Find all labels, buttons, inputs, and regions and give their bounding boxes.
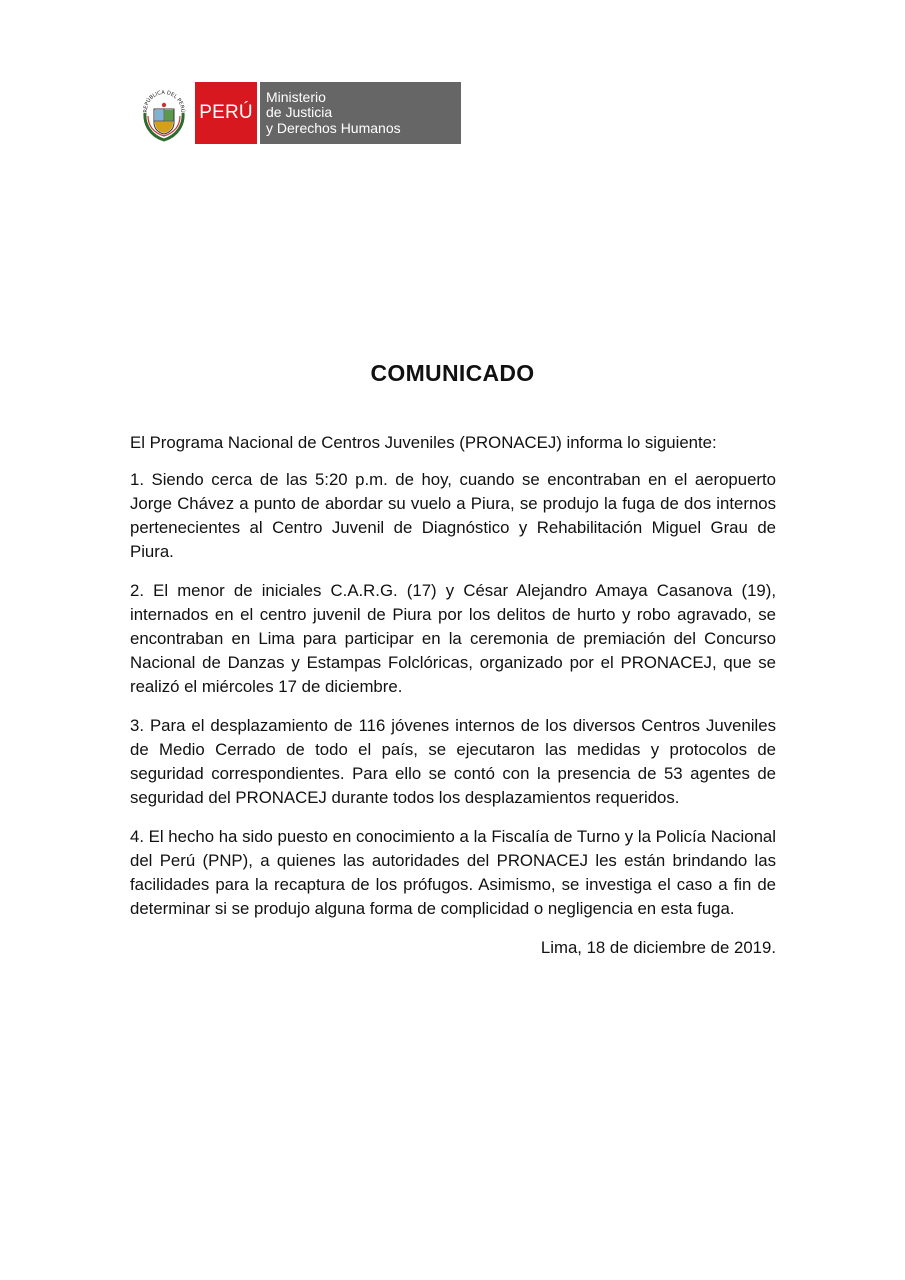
seal-lettering: REPÚBLICA DEL PERÚ [142,89,186,113]
ministry-line-2: de Justicia [266,104,333,121]
paragraph-2: 2. El menor de iniciales C.A.R.G. (17) y César Alejandro Amaya Casanova (19), internados en el centro juvenil de Piura por los delitos de hurto y robo agravado, se encontraban en Lima para participar en la ceremonia de premiación del Concurso Nacional de Danzas y Estampas Folclóricas, organizado por el PRONACEJ, que se realizó el miércoles 17 de diciembre. [130,581,776,696]
ministry-header [137,82,461,144]
peru-brand-label: PERÚ [195,82,257,144]
ministry-line-1: Ministerio [266,88,326,105]
coat-of-arms-seal [137,82,191,144]
paragraph-1: 1. Siendo cerca de las 5:20 p.m. de hoy, cuando se encontraban en el aeropuerto Jorge Chávez a punto de abordar su vuelo a Piura, se produjo la fuga de dos internos pertenecientes al Centro Juvenil de Diagnóstico y Rehabilitación Miguel Grau de Piura. [130,470,776,561]
date-line: Lima, 18 de diciembre de 2019. [540,938,776,957]
document-body [130,431,776,975]
paragraph-4: 4. El hecho ha sido puesto en conocimiento a la Fiscalía de Turno y la Policía Nacional del Perú (PNP), a quienes las autoridades del PRONACEJ les están brindando las facilidades para la recaptura de los prófugos. Asimismo, se investiga el caso a fin de determinar si se produjo alguna forma de complicidad o negligencia en esta fuga. [130,827,776,918]
paragraph-3: 3. Para el desplazamiento de 116 jóvenes internos de los diversos Centros Juveniles de Medio Cerrado de todo el país, se ejecutaron las medidas y protocolos de seguridad correspondientes. Para ello se contó con la presencia de 53 agentes de seguridad del PRONACEJ durante todos los desplazamientos requeridos. [130,716,776,807]
coat-of-arms-icon [139,83,189,143]
intro-paragraph: El Programa Nacional de Centros Juveniles (PRONACEJ) informa lo siguiente: [130,433,717,452]
document-title: COMUNICADO [370,360,535,386]
ministry-line-3: y Derechos Humanos [266,119,401,136]
ministry-name [260,82,461,144]
